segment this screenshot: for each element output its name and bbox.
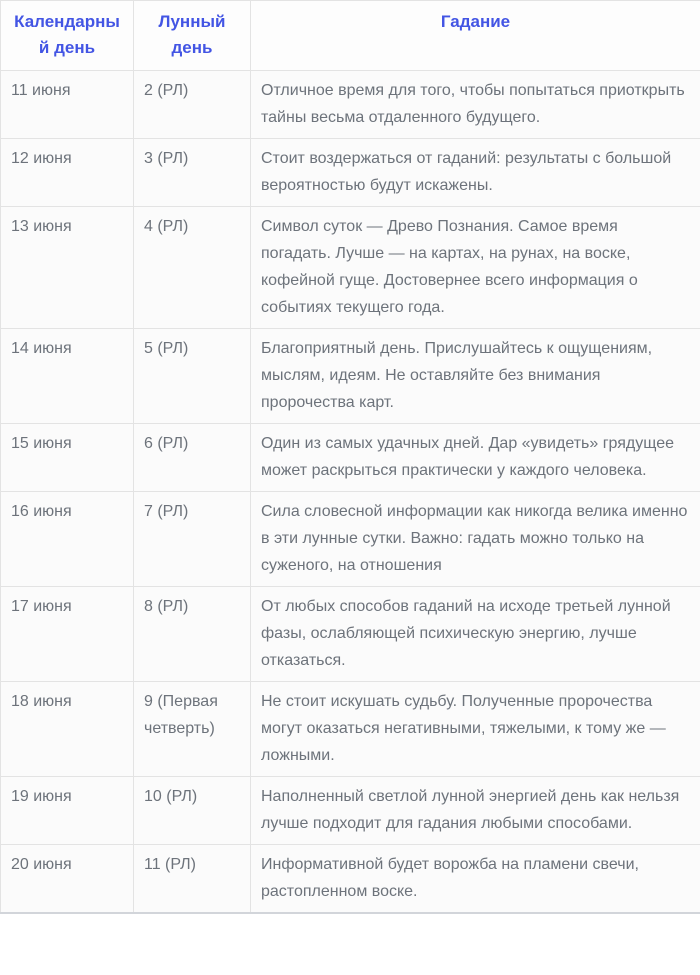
table-row [1,207,700,329]
divination-cell: Стоит воздержаться от гаданий: результаты с большой вероятностью будут искажены. [251,139,700,207]
calendar-day-cell: 12 июня [1,139,134,207]
divination-cell: Информативной будет ворожба на пламени свечи, растопленном воске. [251,845,700,914]
divination-cell: Отличное время для того, чтобы попытаться приоткрыть тайны весьма отдаленного будущего. [251,71,700,139]
table-header-row [1,1,700,71]
lunar-day-cell: 8 (РЛ) [134,587,251,682]
table-row [1,492,700,587]
table-row [1,71,700,139]
calendar-day-cell: 13 июня [1,207,134,329]
table-row [1,424,700,492]
column-header-lunar-day: Лунный день [134,1,251,71]
table-row [1,845,700,914]
calendar-day-cell: 17 июня [1,587,134,682]
lunar-day-cell: 7 (РЛ) [134,492,251,587]
lunar-day-cell: 2 (РЛ) [134,71,251,139]
table-row [1,329,700,424]
lunar-day-cell: 6 (РЛ) [134,424,251,492]
table-row [1,682,700,777]
table-row [1,139,700,207]
divination-cell: Благоприятный день. Прислушайтесь к ощущениям, мыслям, идеям. Не оставляйте без внимания пророчества карт. [251,329,700,424]
table-row [1,587,700,682]
calendar-day-cell: 19 июня [1,777,134,845]
lunar-day-cell: 9 (Первая четверть) [134,682,251,777]
lunar-day-cell: 3 (РЛ) [134,139,251,207]
calendar-day-cell: 20 июня [1,845,134,914]
divination-cell: От любых способов гаданий на исходе третьей лунной фазы, ослабляющей психическую энергию, лучше отказаться. [251,587,700,682]
calendar-day-cell: 15 июня [1,424,134,492]
calendar-day-cell: 16 июня [1,492,134,587]
divination-cell: Не стоит искушать судьбу. Полученные пророчества могут оказаться негативными, тяжелыми, к тому же — ложными. [251,682,700,777]
divination-cell: Сила словесной информации как никогда велика именно в эти лунные сутки. Важно: гадать можно только на суженого, на отношения [251,492,700,587]
calendar-day-cell: 18 июня [1,682,134,777]
column-header-calendar-day: Календарный день [1,1,134,71]
lunar-day-cell: 5 (РЛ) [134,329,251,424]
lunar-day-cell: 11 (РЛ) [134,845,251,914]
divination-cell: Один из самых удачных дней. Дар «увидеть» грядущее может раскрыться практически у каждого человека. [251,424,700,492]
table-row [1,777,700,845]
lunar-day-cell: 4 (РЛ) [134,207,251,329]
divination-cell: Символ суток — Древо Познания. Самое время погадать. Лучше — на картах, на рунах, на воске, кофейной гуще. Достовернее всего информация о событиях текущего года. [251,207,700,329]
calendar-day-cell: 11 июня [1,71,134,139]
divination-cell: Наполненный светлой лунной энергией день как нельзя лучше подходит для гадания любыми способами. [251,777,700,845]
lunar-day-cell: 10 (РЛ) [134,777,251,845]
column-header-divination: Гадание [251,1,700,71]
calendar-day-cell: 14 июня [1,329,134,424]
